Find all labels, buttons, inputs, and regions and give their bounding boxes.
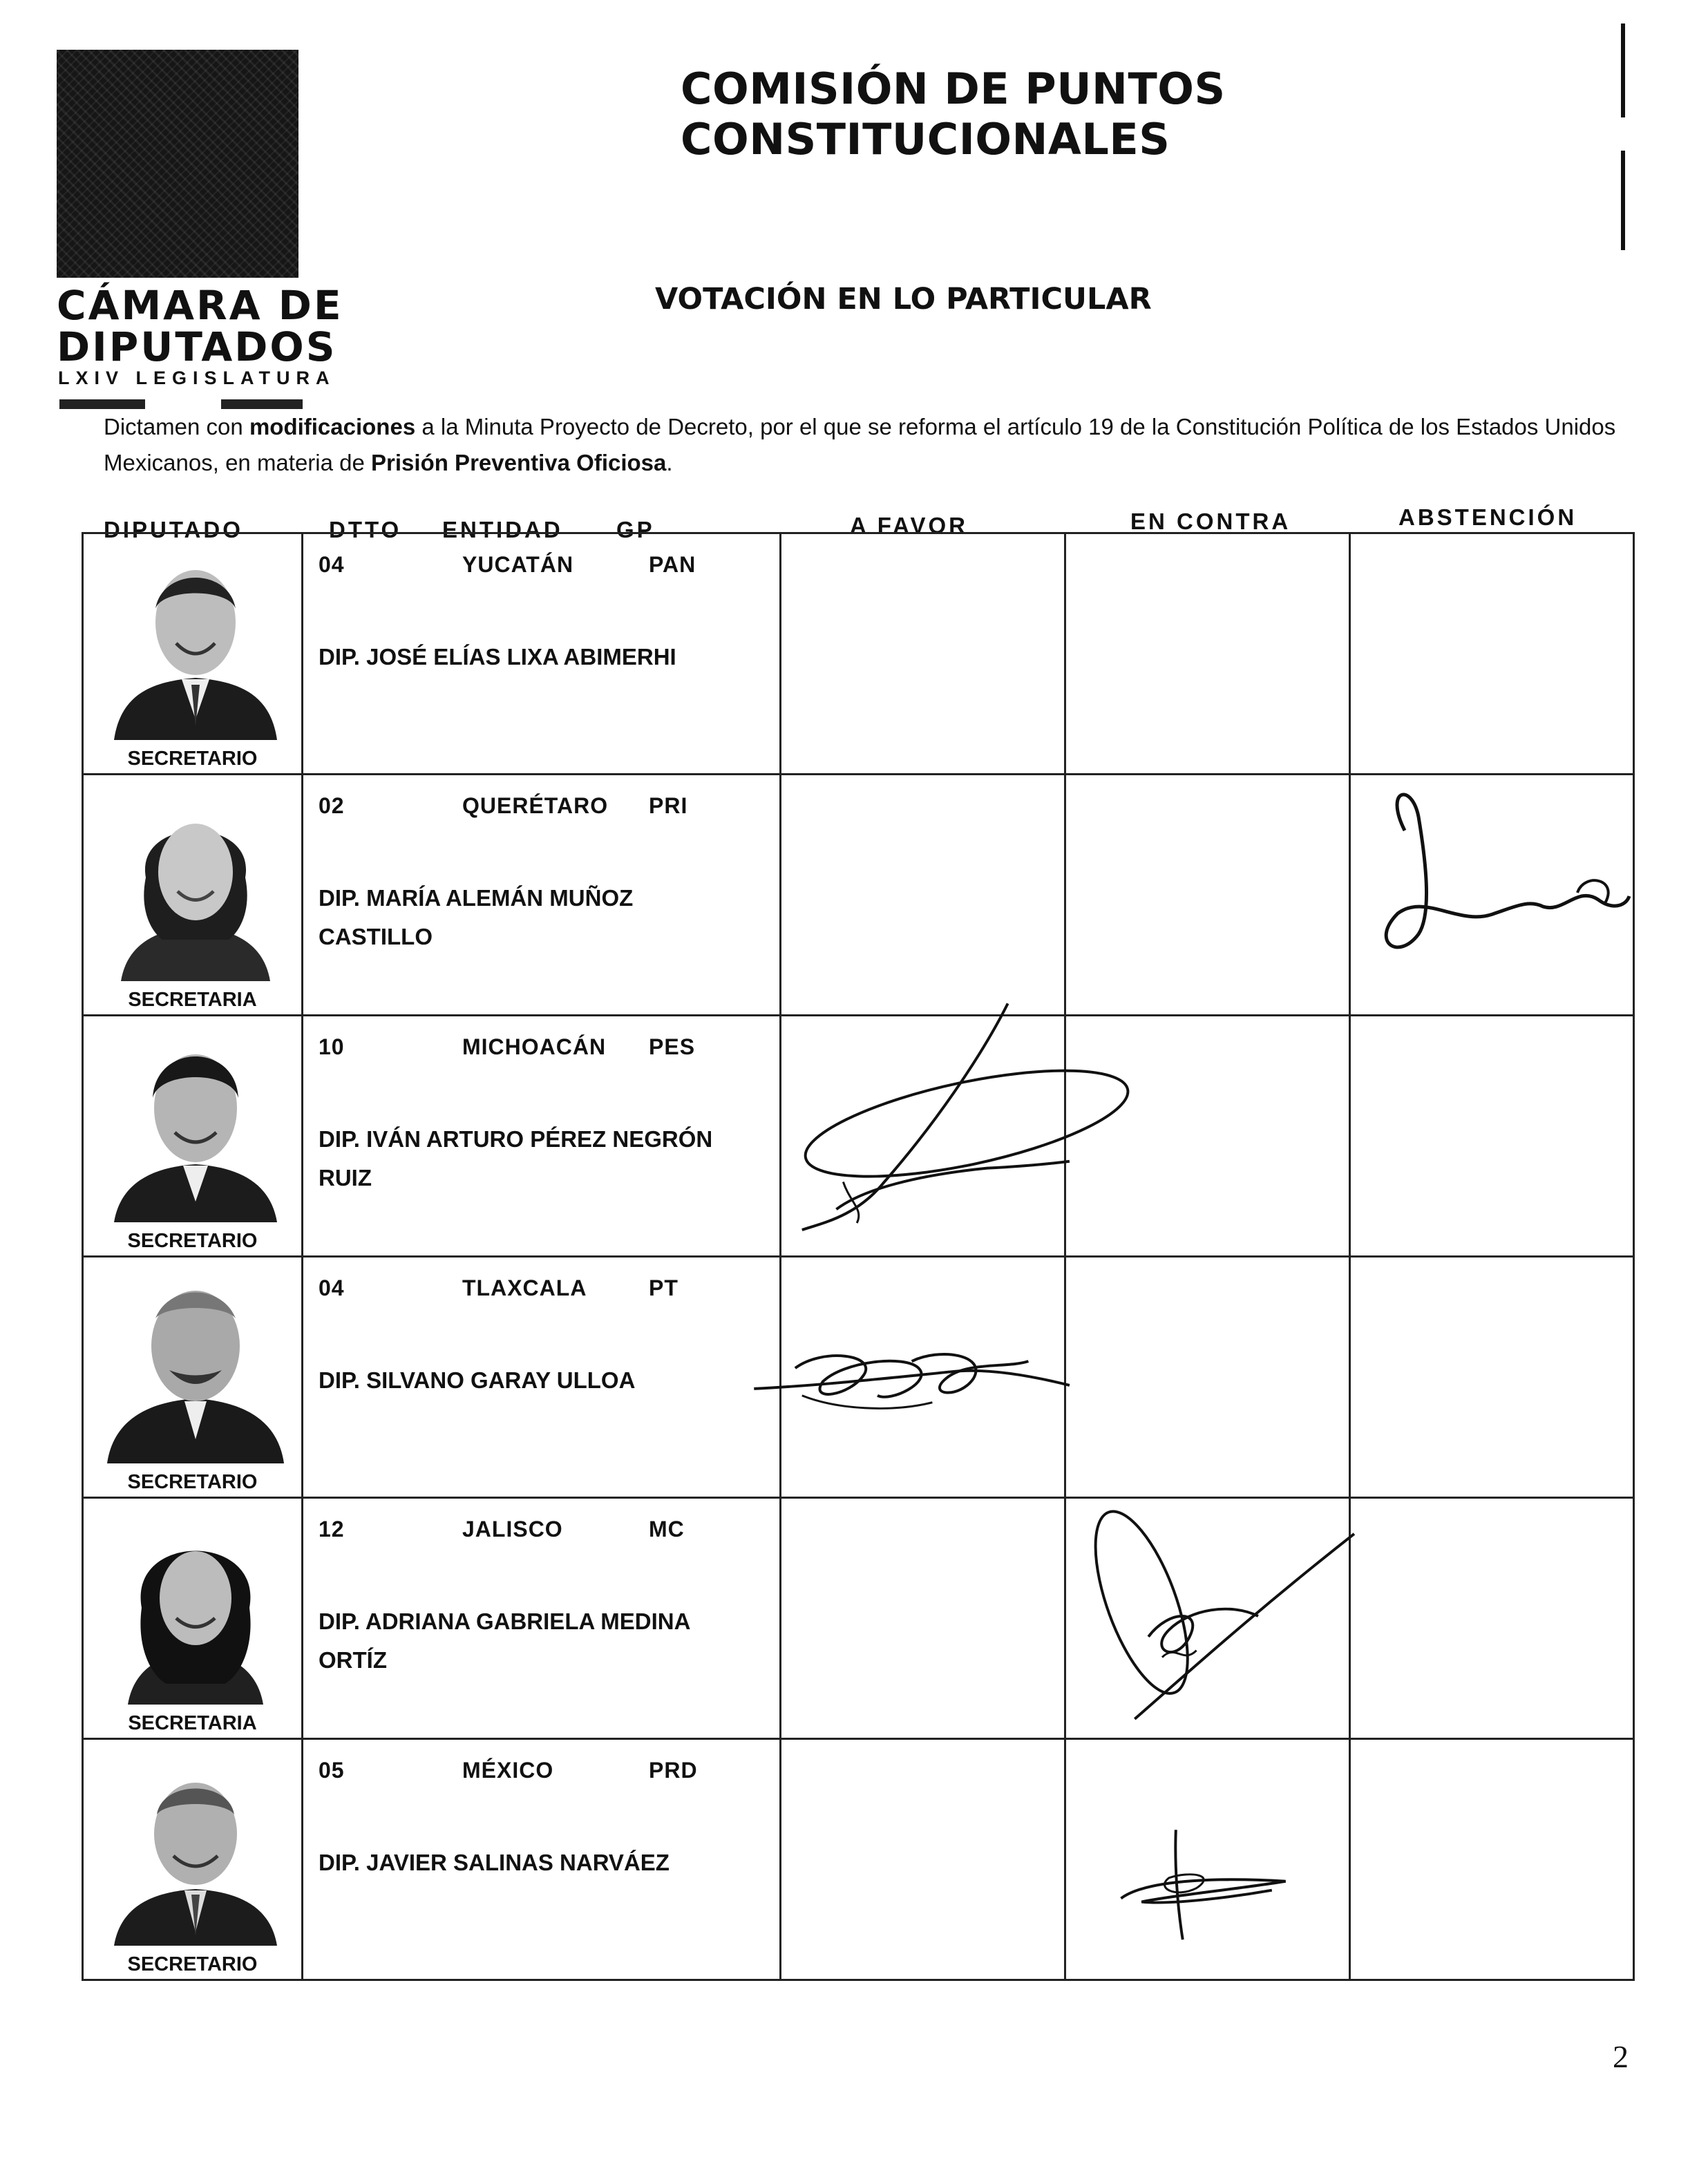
info-cell — [303, 534, 781, 773]
col-header-diputado: DIPUTADO — [104, 517, 243, 542]
state: MÉXICO — [462, 1758, 554, 1783]
info-cell — [303, 1258, 781, 1497]
document-title: COMISIÓN DE PUNTOS CONSTITUCIONALES — [681, 64, 1226, 164]
col-header-dtto: DTTO — [329, 517, 402, 542]
district: 05 — [319, 1758, 345, 1783]
deputy-role: SECRETARIO — [127, 748, 258, 770]
state: TLAXCALA — [462, 1275, 587, 1300]
vote-favor-cell[interactable] — [781, 1258, 1066, 1497]
deputy-photo — [107, 1036, 284, 1222]
signature-mark — [1066, 1740, 1349, 1979]
deputy-photo — [107, 553, 284, 740]
logo-text-line2: DIPUTADOS — [57, 323, 337, 370]
district: 04 — [319, 552, 345, 577]
vote-favor-cell[interactable] — [781, 1016, 1066, 1255]
vote-contra-cell[interactable] — [1066, 1016, 1351, 1255]
vote-abstencion-cell[interactable] — [1351, 534, 1633, 773]
info-cell — [303, 1016, 781, 1255]
deputy-photo — [107, 1518, 284, 1705]
vote-contra-cell[interactable] — [1066, 1740, 1351, 1979]
vote-abstencion-cell[interactable] — [1351, 1499, 1633, 1738]
vote-favor-cell[interactable] — [781, 1740, 1066, 1979]
margin-rule-top — [1621, 23, 1625, 117]
state: YUCATÁN — [462, 552, 574, 577]
party: PT — [649, 1275, 679, 1300]
deputy-role: SECRETARIA — [128, 1712, 257, 1734]
deputy-name: DIP. MARÍA ALEMÁN MUÑOZ CASTILLO — [319, 885, 634, 949]
district: 04 — [319, 1275, 345, 1300]
deputy-photo — [107, 1759, 284, 1946]
vote-favor-cell[interactable] — [781, 775, 1066, 1014]
col-header-abstencion: ABSTENCIÓN — [1398, 504, 1577, 530]
deputy-photo — [107, 1277, 284, 1463]
vote-abstencion-cell[interactable] — [1351, 1740, 1633, 1979]
col-header-favor: A FAVOR — [850, 513, 969, 538]
table-row — [82, 773, 1635, 1014]
chamber-logo-image — [57, 50, 298, 278]
logo-bar-left — [59, 399, 145, 409]
party: PAN — [649, 552, 696, 577]
state: QUERÉTARO — [462, 793, 609, 818]
col-header-contra: EN CONTRA — [1130, 509, 1291, 534]
photo-cell — [84, 1016, 303, 1255]
col-header-entidad: ENTIDAD — [442, 517, 563, 542]
party: PRD — [649, 1758, 698, 1783]
signature-mark — [781, 1016, 1064, 1255]
document-subtitle: VOTACIÓN EN LO PARTICULAR — [655, 282, 1152, 316]
state: JALISCO — [462, 1517, 563, 1541]
vote-abstencion-cell[interactable] — [1351, 1258, 1633, 1497]
state: MICHOACÁN — [462, 1034, 607, 1059]
logo-bar-right — [221, 399, 303, 409]
district: 12 — [319, 1517, 345, 1541]
signature-mark — [1066, 1499, 1349, 1738]
photo-cell — [84, 534, 303, 773]
table-row — [82, 1014, 1635, 1255]
deputy-role: SECRETARIO — [127, 1230, 258, 1252]
deputy-role: SECRETARIO — [127, 1471, 258, 1493]
party: PRI — [649, 793, 688, 818]
party: MC — [649, 1517, 685, 1541]
info-cell — [303, 1499, 781, 1738]
vote-contra-cell[interactable] — [1066, 1258, 1351, 1497]
voting-table — [82, 532, 1635, 1981]
party: PES — [649, 1034, 696, 1059]
vote-contra-cell[interactable] — [1066, 1499, 1351, 1738]
logo-legislature: LXIV LEGISLATURA — [58, 368, 336, 388]
deputy-role: SECRETARIA — [128, 989, 257, 1011]
photo-cell — [84, 1499, 303, 1738]
dictamen-intro: Dictamen con modificaciones a la Minuta Proyecto de Decreto, por el que se reforma el artículo 19 de la Constitución Política de los Estados Unidos Mexicanos, en materia de Prisión Preventiva Oficiosa. — [104, 414, 1616, 475]
table-row — [82, 1497, 1635, 1738]
margin-rule-bottom — [1621, 151, 1625, 250]
signature-mark — [1351, 775, 1633, 1014]
deputy-name: DIP. IVÁN ARTURO PÉREZ NEGRÓN RUIZ — [319, 1126, 713, 1190]
logo-text-line1: CÁMARA DE — [57, 282, 343, 329]
vote-abstencion-cell[interactable] — [1351, 775, 1633, 1014]
photo-cell — [84, 1258, 303, 1497]
district: 10 — [319, 1034, 345, 1059]
deputy-name: DIP. JAVIER SALINAS NARVÁEZ — [319, 1850, 670, 1875]
deputy-name: DIP. SILVANO GARAY ULLOA — [319, 1367, 636, 1393]
vote-contra-cell[interactable] — [1066, 775, 1351, 1014]
info-cell — [303, 775, 781, 1014]
info-cell — [303, 1740, 781, 1979]
photo-cell — [84, 1740, 303, 1979]
deputy-role: SECRETARIO — [127, 1953, 258, 1975]
col-header-gp: GP — [616, 517, 655, 542]
vote-favor-cell[interactable] — [781, 1499, 1066, 1738]
vote-abstencion-cell[interactable] — [1351, 1016, 1633, 1255]
vote-favor-cell[interactable] — [781, 534, 1066, 773]
photo-cell — [84, 775, 303, 1014]
deputy-name: DIP. JOSÉ ELÍAS LIXA ABIMERHI — [319, 644, 676, 670]
deputy-photo — [107, 795, 284, 981]
table-row — [82, 1255, 1635, 1497]
deputy-name: DIP. ADRIANA GABRIELA MEDINA ORTÍZ — [319, 1609, 690, 1673]
district: 02 — [319, 793, 345, 818]
page-number: 2 — [1613, 2039, 1629, 2074]
vote-contra-cell[interactable] — [1066, 534, 1351, 773]
table-row — [82, 1738, 1635, 1981]
table-row — [82, 532, 1635, 773]
signature-mark — [781, 1258, 1064, 1497]
